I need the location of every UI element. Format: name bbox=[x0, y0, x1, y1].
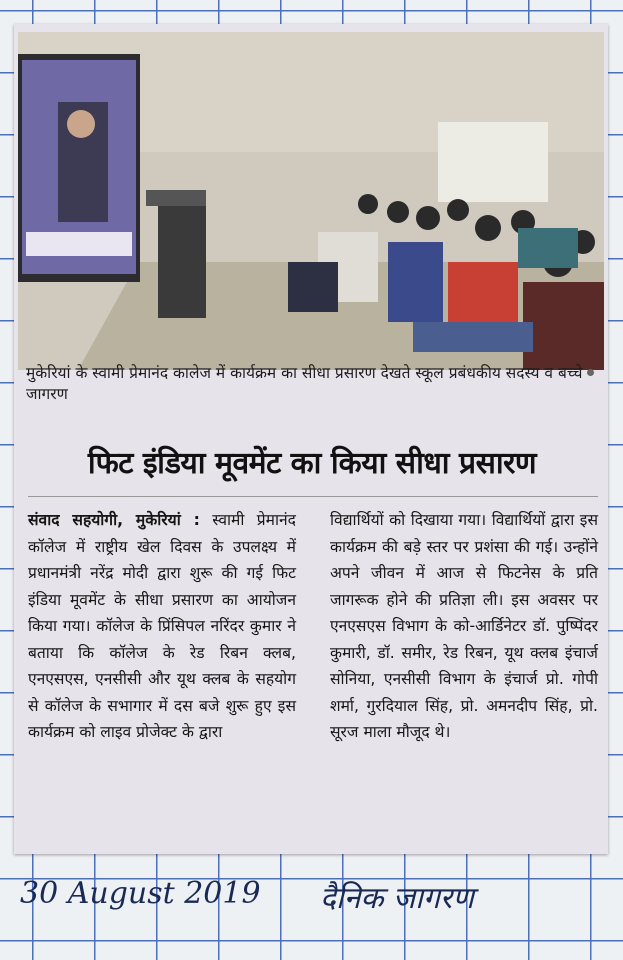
article-column-right bbox=[330, 507, 598, 746]
handwritten-paper-name: दैनिक जागरण bbox=[320, 881, 474, 916]
article-column-left bbox=[28, 507, 296, 746]
news-photo bbox=[18, 32, 604, 370]
bullet-icon bbox=[587, 369, 594, 376]
handwritten-date: 30 August 2019 bbox=[20, 876, 261, 911]
photo-caption bbox=[26, 363, 601, 405]
newspaper-clipping bbox=[14, 24, 608, 854]
caption-credit: जागरण bbox=[26, 385, 68, 403]
headline-divider bbox=[28, 496, 598, 497]
article-body-left: स्वामी प्रेमानंद कॉलेज में राष्ट्रीय खेल दिवस के उपलक्ष्य में प्रधानमंत्री नरेंद्र मोदी द्वारा शुरू की गई फिट इंडिया मूवमेंट के सीधा प्रसारण का आयोजन किया गया। कॉलेज के प्रिंसिपल नरिंदर कुमार ने बताया कि कॉलेज के रेड रिबन क्लब, एनएसएस, एनसीसी और यूथ क्लब के सहयोग से कॉलेज के सभागार में दस बजे शुरू हुए इस कार्यक्रम को लाइव प्रोजेक्ट के द्वारा bbox=[28, 511, 296, 741]
article-headline: फिट इंडिया मूवमेंट का किया सीधा प्रसारण bbox=[87, 446, 537, 481]
article-dateline: संवाद सहयोगी, मुकेरियां : bbox=[28, 511, 200, 529]
caption-text: मुकेरियां के स्वामी प्रेमानंद कालेज में कार्यक्रम का सीधा प्रसारण देखते स्कूल प्रबंधकीय सदस्य व बच्चे bbox=[26, 364, 583, 382]
handwritten-annotation bbox=[20, 862, 620, 942]
article-body-right: विद्यार्थियों को दिखाया गया। विद्यार्थियों द्वारा इस कार्यक्रम की बड़े स्तर पर प्रशंसा की गई। उन्होंने अपने जीवन में आज से फिटनेस के प्रति जागरूक होने की प्रतिज्ञा ली। इस अवसर पर एनएसएस विभाग के को-आर्डिनेटर डॉ. पुष्पिंदर कुमारी, डॉ. समीर, रेड रिबन, यूथ क्लब इंचार्ज सोनिया, एनसीसी विभाग के इंचार्ज प्रो. गोपी शर्मा, गुरदियाल सिंह, प्रो. अमनदीप सिंह, प्रो. सूरज माला मौजूद थे। bbox=[330, 511, 598, 741]
